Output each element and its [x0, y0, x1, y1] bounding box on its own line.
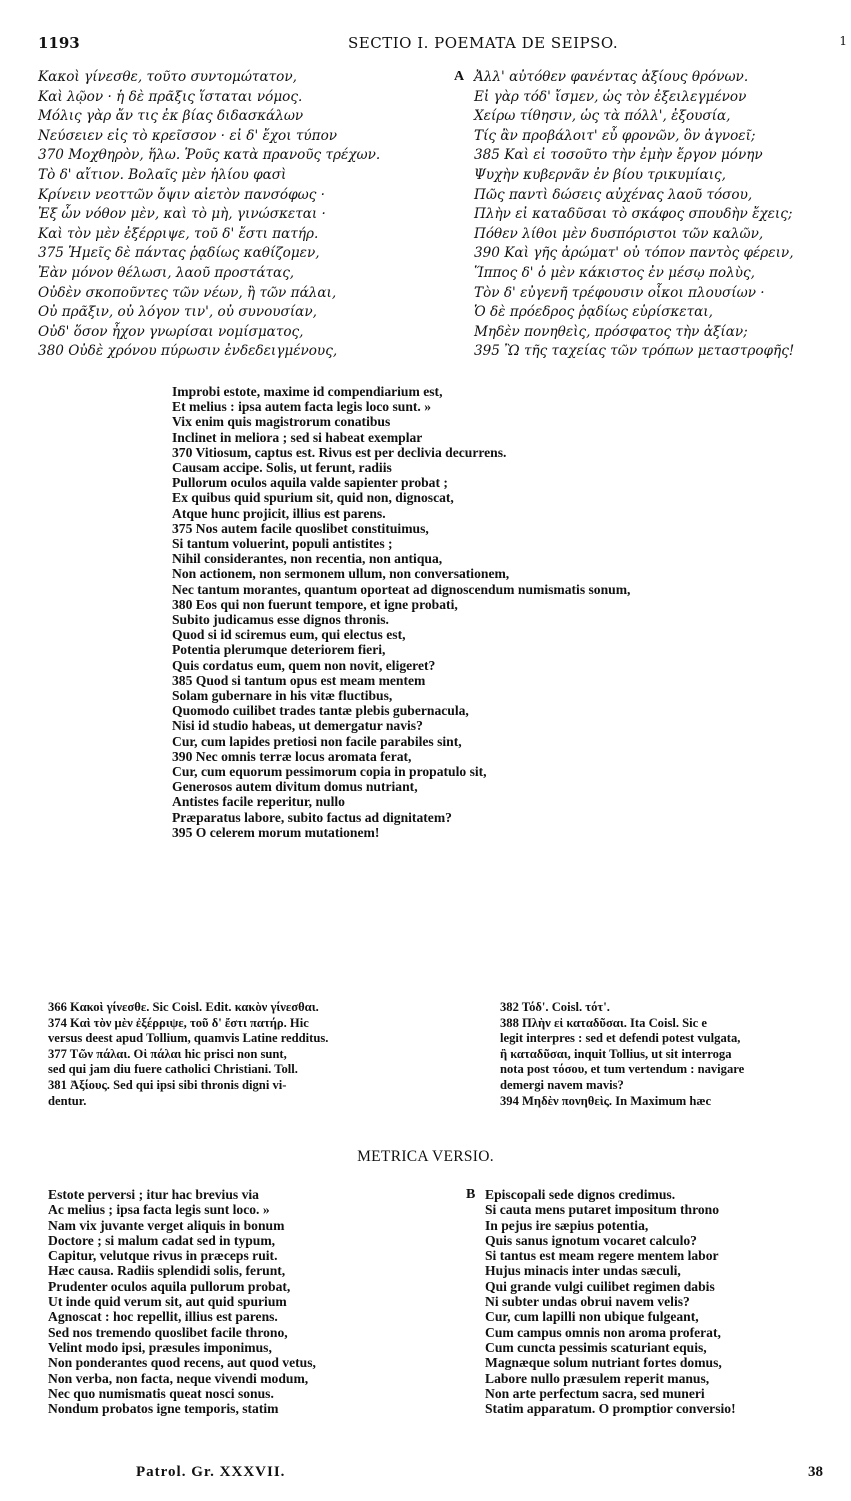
latin-verse-line: Quod si id sciremus eum, qui electus est,	[172, 627, 406, 643]
footnote-line: 382 Τόδ'. Coisl. τότ'.	[500, 1000, 610, 1014]
metrical-verse-line: Capitur, velutque rivus in præceps ruit.	[48, 1248, 278, 1264]
greek-verse-line: Καὶ τὸν μὲν ἐξέρριψε, τοῦ δ' ἔστι πατήρ.	[38, 225, 319, 242]
metrical-verse-line: Si tantus est meam regere mentem labor	[485, 1248, 719, 1264]
latin-translation-block	[172, 384, 851, 840]
greek-verse-line: Χείρω τίθησιν, ὡς τὰ πόλλ', ἐξουσία,	[474, 108, 731, 125]
greek-verse-line: Οὐδ' ὅσον ἦχον γνωρίσαι νομίσματος,	[38, 323, 304, 340]
latin-verse-line: Nec tantum morantes, quantum oporteat ad dignoscendum numismatis sonum,	[172, 581, 631, 597]
latin-verse-line: Si tantum voluerint, populi antistites ;	[172, 536, 393, 552]
metrical-verse-line: Ni subter undas obrui navem velis?	[485, 1294, 690, 1310]
greek-verse-line: 380 Οὐδὲ χρόνου πύρωσιν ἐνδεδειγμένους,	[38, 343, 338, 360]
column-marker-b: B	[466, 1187, 476, 1202]
metrical-verse-line: Cum cuncta pessimis scaturiant equis,	[485, 1339, 707, 1355]
latin-verse-line: Nihil considerantes, non recentia, non antiqua,	[172, 551, 443, 567]
running-title: SECTIO I. POEMATA DE SEIPSO.	[348, 34, 619, 52]
greek-verse-line: Νεύσειεν εἰς τὸ κρεῖσσον · εἰ δ' ἔχοι τύπον	[38, 127, 338, 144]
latin-verse-line: Et melius : ipsa autem facta legis loco sunt. »	[172, 399, 432, 415]
latin-verse-line: Subito judicamus esse dignos thronis.	[172, 612, 389, 628]
greek-verse-line: Μόλις γὰρ ἄν τις ἐκ βίας διδασκάλων	[38, 108, 304, 125]
section-title: METRICA VERSIO.	[357, 1148, 494, 1165]
latin-verse-line: Quis cordatus eum, quem non novit, eligeret?	[172, 657, 436, 673]
metrical-verse-line: Agnoscat : hoc repellit, illius est parens.	[48, 1309, 278, 1325]
greek-verse-line: Τίς ἂν προβάλοιτ' εὖ φρονῶν, ὃν ἀγνοεῖ;	[474, 127, 756, 144]
footnote-line: demergi navem mavis?	[500, 1077, 624, 1092]
latin-verse-line: Vix enim quis magistrorum conatibus	[172, 414, 391, 430]
footnote-line: 374 Καὶ τὸν μὲν ἐξέρριψε, τοῦ δ' ἔστι πατήρ. Hic	[48, 1015, 309, 1030]
metrical-verse-line: Qui grande vulgi cuilibet regimen dabis	[485, 1278, 715, 1294]
footnote-line: 377 Τῶν πάλαι. Οἱ πάλαι hic prisci non sunt,	[48, 1046, 287, 1061]
latin-verse-line: 395 O celerem morum mutationem!	[172, 824, 380, 840]
metrical-verse-line: Velint modo ipsi, præsules imponimus,	[48, 1339, 272, 1355]
metrical-verse-line: Cum campus omnis non aroma proferat,	[485, 1324, 721, 1340]
greek-verse-line: Κρίνειν νεοττῶν ὄψιν αἰετὸν πανσόφως ·	[38, 186, 325, 203]
metrical-verse-line: Magnæque solum nutriant fortes domus,	[485, 1355, 722, 1371]
latin-verse-line: Causam accipe. Solis, ut ferunt, radiis	[172, 460, 392, 476]
greek-verse-line: 395 Ὢ τῆς ταχείας τῶν τρόπων μεταστροφῆς!	[474, 343, 795, 360]
greek-verse-line: Οὐδὲν σκοποῦντες τῶν νέων, ἢ τῶν πάλαι,	[38, 284, 337, 301]
latin-verse-line: Antistes facile reperitur, nullo	[172, 794, 345, 810]
greek-verse-line: Ἐξ ὧν νόθον μὲν, καὶ τὸ μὴ, γινώσκεται ·	[38, 206, 326, 223]
footnote-line: 388 Πλὴν εἰ καταδῦσαι. Ita Coisl. Sic e	[500, 1015, 707, 1030]
metrical-verse-line: Estote perversi ; itur hac brevius via	[48, 1187, 259, 1202]
latin-verse-line: Improbi estote, maxime id compendiarium est,	[172, 384, 443, 399]
greek-verse-line: 385 Καὶ εἰ τοσοῦτο τὴν ἐμὴν ἔργον μόνην	[474, 147, 763, 164]
metrical-verse-line: Prudenter oculos aquila pullorum probat,	[48, 1278, 291, 1294]
metrical-verse-line: Non arte perfectum sacra, sed muneri	[485, 1385, 705, 1401]
metrical-verse-line: Labore nullo præsulem reperit manus,	[485, 1370, 710, 1386]
footnotes-right-column	[500, 1000, 851, 1109]
greek-verse-line: Ἵππος δ' ὁ μὲν κάκιστος ἐν μέσῳ πολὺς,	[474, 264, 755, 281]
latin-verse-line: Pullorum oculos aquila valde sapienter probat ;	[172, 475, 448, 491]
greek-verse-line: Μηδὲν πονηθεὶς, πρόσφατος τὴν ἀξίαν;	[474, 323, 748, 340]
footnote-line: 394 Μηδὲν πονηθεὶς. In Maximum hæc	[500, 1093, 712, 1108]
footer-volume: Patrol. Gr. XXXVII.	[136, 1464, 286, 1480]
greek-verse-line: 370 Μοχθηρὸν, ἥλω. Ῥοῦς κατὰ πρανοῦς τρέχων.	[38, 147, 381, 164]
latin-verse-line: 380 Eos qui non fuerunt tempore, et igne probati,	[172, 596, 458, 612]
greek-verse-line: 375 Ἡμεῖς δὲ πάντας ῥᾳδίως καθίζομεν,	[38, 245, 320, 262]
footnote-line: 366 Κακοὶ γίνεσθε. Sic Coisl. Edit. κακὸν γίνεσθαι.	[48, 1000, 319, 1014]
latin-verse-line: Atque hunc projicit, illius est parens.	[172, 505, 386, 521]
greek-verse-line: Τὸν δ' εὐγενῆ τρέφουσιν οἶκοι πλουσίων ·	[474, 284, 765, 301]
metrical-verse-line: Non ponderantes quod recens, aut quod vetus,	[48, 1355, 316, 1371]
greek-verse-line: Οὐ πρᾶξιν, οὐ λόγον τιν', οὐ συνουσίαν,	[38, 304, 317, 321]
greek-verse-line: Ἀλλ' αὐτόθεν φανέντας ἀξίους θρόνων.	[474, 69, 749, 85]
metrical-verse-line: Nondum probatos igne temporis, statim	[48, 1401, 279, 1417]
latin-verse-line: Generosos autem divitum domus nutriant,	[172, 779, 418, 795]
greek-text-left-column	[38, 68, 458, 362]
metrical-version-left-column	[48, 1187, 458, 1416]
metrical-verse-line: Doctore ; si malum cadat sed in typum,	[48, 1232, 276, 1248]
greek-verse-line: 390 Καὶ γῆς ἀρώματ' οὐ τόπον παντὸς φέρειν,	[474, 245, 794, 262]
metrical-verse-line: Nec quo numismatis queat nosci sonus.	[48, 1385, 274, 1401]
latin-verse-line: Non actionem, non sermonem ullum, non conversationem,	[172, 566, 510, 582]
latin-verse-line: Nisi id studio habeas, ut demergatur navis?	[172, 718, 423, 734]
column-marker-a: A	[454, 69, 465, 84]
latin-verse-line: Præparatus labore, subito factus ad dignitatem?	[172, 809, 452, 825]
metrical-verse-line: Quis sanus ignotum vocaret calculo?	[485, 1232, 697, 1248]
greek-verse-line: Πλὴν εἰ καταδῦσαι τὸ σκάφος σπουδὴν ἔχεις;	[474, 206, 793, 223]
latin-verse-line: Potentia plerumque deteriorem fieri,	[172, 642, 386, 658]
metrical-verse-line: In pejus ire sæpius potentia,	[485, 1217, 649, 1233]
metrical-verse-line: Hæc causa. Radiis splendidi solis, ferunt,	[48, 1263, 286, 1279]
latin-verse-line: 385 Quod si tantum opus est meam mentem	[172, 672, 426, 688]
greek-verse-line: Ὁ δὲ πρόεδρος ῥᾳδίως εὑρίσκεται,	[474, 304, 713, 321]
metrical-verse-line: Ac melius ; ipsa facta legis sunt loco. »	[48, 1202, 270, 1218]
running-header	[38, 34, 851, 54]
metrical-verse-line: Sed nos tremendo quoslibet facile throno,	[48, 1324, 288, 1340]
edge-fragment: 1	[839, 34, 847, 48]
greek-verse-line: Ἐὰν μόνον θέλωσι, λαοῦ προστάτας,	[38, 264, 295, 281]
footnote-line: ἢ καταδῦσαι, inquit Tollius, ut sit interroga	[500, 1046, 732, 1061]
greek-verse-line: Τὸ δ' αἴτιον. Βολαῖς μὲν ἡλίου φασὶ	[38, 166, 287, 183]
metrical-verse-line: Nam vix juvante verget aliquis in bonum	[48, 1217, 285, 1233]
footer-signature: 38	[808, 1464, 823, 1480]
metrical-verse-line: Non verba, non facta, neque vivendi modum,	[48, 1370, 309, 1386]
latin-verse-line: 375 Nos autem facile quoslibet constituimus,	[172, 520, 429, 536]
greek-verse-line: Καὶ λῷον · ἡ δὲ πρᾶξις ἵσταται νόμος.	[38, 88, 303, 105]
latin-verse-line: Solam gubernare in his vitæ fluctibus,	[172, 688, 393, 704]
page-number: 1193	[38, 34, 80, 52]
metrical-verse-line: Statim apparatum. O promptior conversio!	[485, 1401, 736, 1417]
metrical-version-right-column	[485, 1187, 851, 1416]
latin-verse-line: Quomodo cuilibet trades tantæ plebis gubernacula,	[172, 703, 469, 719]
footnote-line: sed qui jam diu fuere catholici Christiani. Toll.	[48, 1062, 298, 1077]
greek-verse-line: Εἰ γὰρ τόδ' ἴσμεν, ὡς τὸν ἐξειλεγμένον	[474, 88, 747, 105]
metrical-verse-line: Si cauta mens putaret impositum throno	[485, 1202, 720, 1218]
latin-verse-line: Ex quibus quid spurium sit, quid non, dignoscat,	[172, 490, 454, 506]
greek-verse-line: Πόθεν λίθοι μὲν δυσπόριστοι τῶν καλῶν,	[474, 225, 764, 242]
footnote-line: legit interpres : sed et defendi potest vulgata,	[500, 1031, 741, 1046]
footnotes-left-column	[48, 1000, 488, 1109]
metrical-verse-line: Ut inde quid verum sit, aut quid spurium	[48, 1294, 287, 1310]
latin-verse-line: 370 Vitiosum, captus est. Rivus est per declivia decurrens.	[172, 444, 507, 460]
latin-verse-line: 390 Nec omnis terræ locus aromata ferat,	[172, 748, 412, 764]
latin-verse-line: Cur, cum lapides pretiosi non facile parabiles sint,	[172, 733, 462, 749]
metrical-verse-line: Hujus minacis inter undas sæculi,	[485, 1263, 681, 1279]
greek-verse-line: Ψυχὴν κυβερνᾶν ἐν βίου τρικυμίαις,	[474, 166, 726, 183]
greek-verse-line: Κακοὶ γίνεσθε, τοῦτο συντομώτατον,	[38, 69, 297, 85]
metrical-verse-line: Episcopali sede dignos credimus.	[485, 1187, 676, 1202]
footnote-line: dentur.	[48, 1093, 87, 1108]
latin-verse-line: Cur, cum equorum pessimorum copia in propatulo sit,	[172, 764, 487, 780]
metrical-verse-line: Cur, cum lapilli non ubique fulgeant,	[485, 1309, 699, 1325]
footnote-line: nota post τόσου, et tum vertendum : navigare	[500, 1062, 745, 1077]
footnote-line: versus deest apud Tollium, quamvis Latine redditus.	[48, 1031, 329, 1046]
greek-text-right-column	[474, 68, 851, 362]
latin-verse-line: Inclinet in meliora ; sed si habeat exemplar	[172, 429, 423, 445]
greek-verse-line: Πῶς παντὶ δώσεις αὐχένας λαοῦ τόσου,	[474, 186, 753, 203]
footnote-line: 381 Ἀξίους. Sed qui ipsi sibi thronis digni vi-	[48, 1077, 287, 1092]
